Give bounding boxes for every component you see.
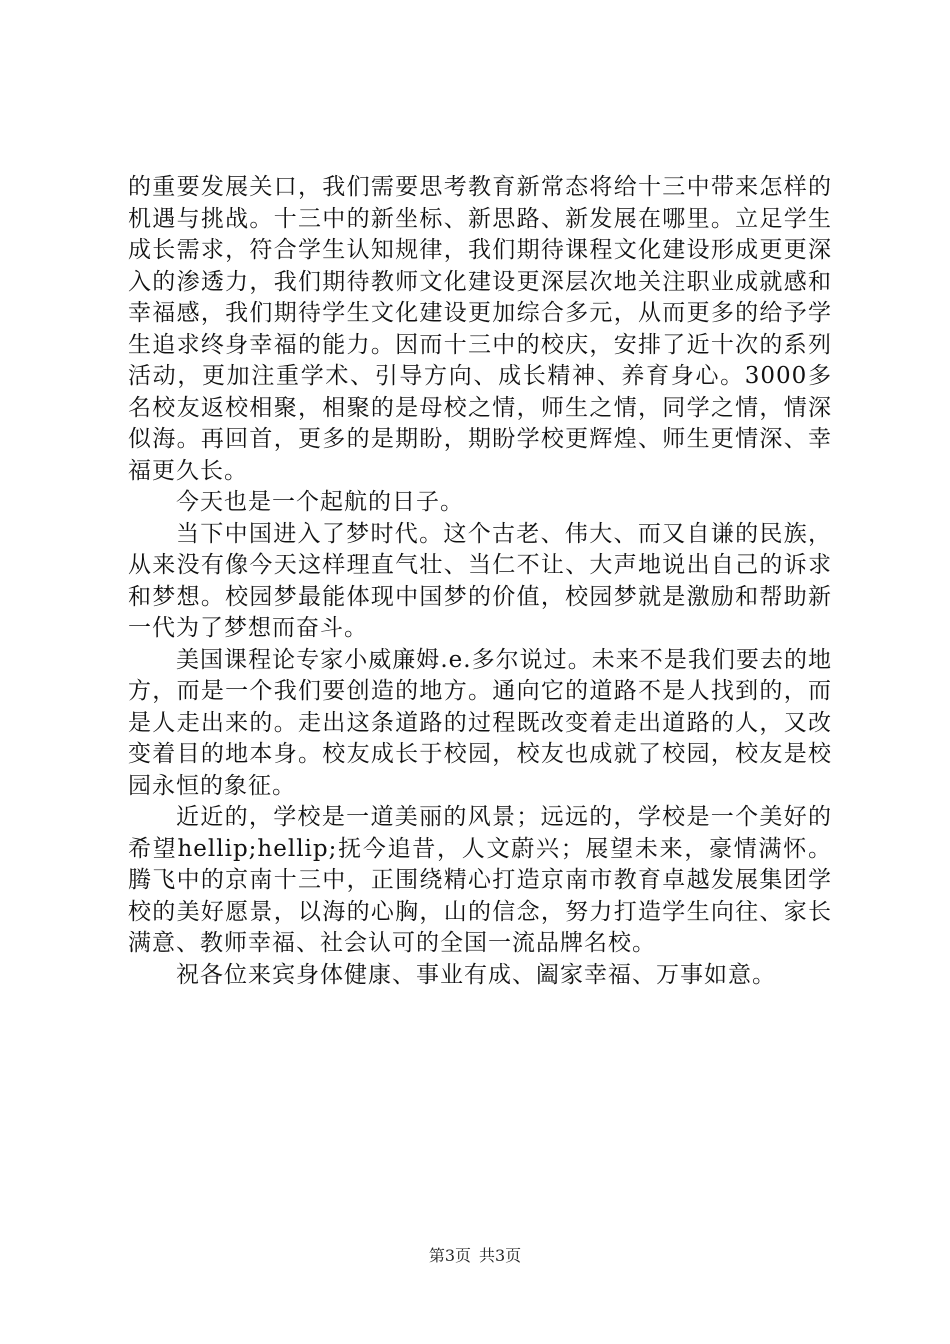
paragraph: 近近的，学校是一道美丽的风景；远远的，学校是一个美好的希望hellip;hellip;抚今追昔，人文蔚兴；展望未来，豪情满怀。腾飞中的京南十三中，正围绕精心打造京南市教育卓越发展集团学校的美好愿景，以海的心胸，山的信念，努力打造学生向往、家长满意、教师幸福、社会认可的全国一流品牌名校。 [128, 804, 832, 956]
page-total: 共3页 [479, 1246, 522, 1265]
paragraph: 今天也是一个起航的日子。 [176, 489, 464, 515]
page-number: 第3页 [428, 1246, 471, 1265]
paragraph: 美国课程论专家小威廉姆.e.多尔说过。未来不是我们要去的地方，而是一个我们要创造的地方。通向它的道路不是人找到的，而是人走出来的。走出这条道路的过程既改变着走出道路的人，又改变着目的地本身。校友成长于校园，校友也成就了校园，校友是校园永恒的象征。 [128, 646, 832, 799]
paragraph-closing: 祝各位来宾身体健康、事业有成、阖家幸福、万事如意。 [176, 961, 776, 988]
paragraph-continuation: 的重要发展关口，我们需要思考教育新常态将给十三中带来怎样的机遇与挑战。十三中的新坐标、新思路、新发展在哪里。立足学生成长需求，符合学生认知规律，我们期待课程文化建设形成更更深入的渗透力，我们期待教师文化建设更深层次地关注职业成就感和幸福感，我们期待学生文化建设更加综合多元，从而更多的给予学生追求终身幸福的能力。因而十三中的校庆，安排了近十次的系列活动，更加注重学术、引导方向、成长精神、养育身心。3000多名校友返校相聚，相聚的是母校之情，师生之情，同学之情，情深似海。再回首，更多的是期盼，期盼学校更辉煌、师生更情深、幸福更久长。 [128, 174, 832, 484]
page-footer [0, 1243, 950, 1266]
paragraph: 当下中国进入了梦时代。这个古老、伟大、而又自谦的民族，从来没有像今天这样理直气壮、当仁不让、大声地说出自己的诉求和梦想。校园梦最能体现中国梦的价值，校园梦就是激励和帮助新一代为了梦想而奋斗。 [128, 520, 832, 641]
document-body [128, 172, 832, 991]
